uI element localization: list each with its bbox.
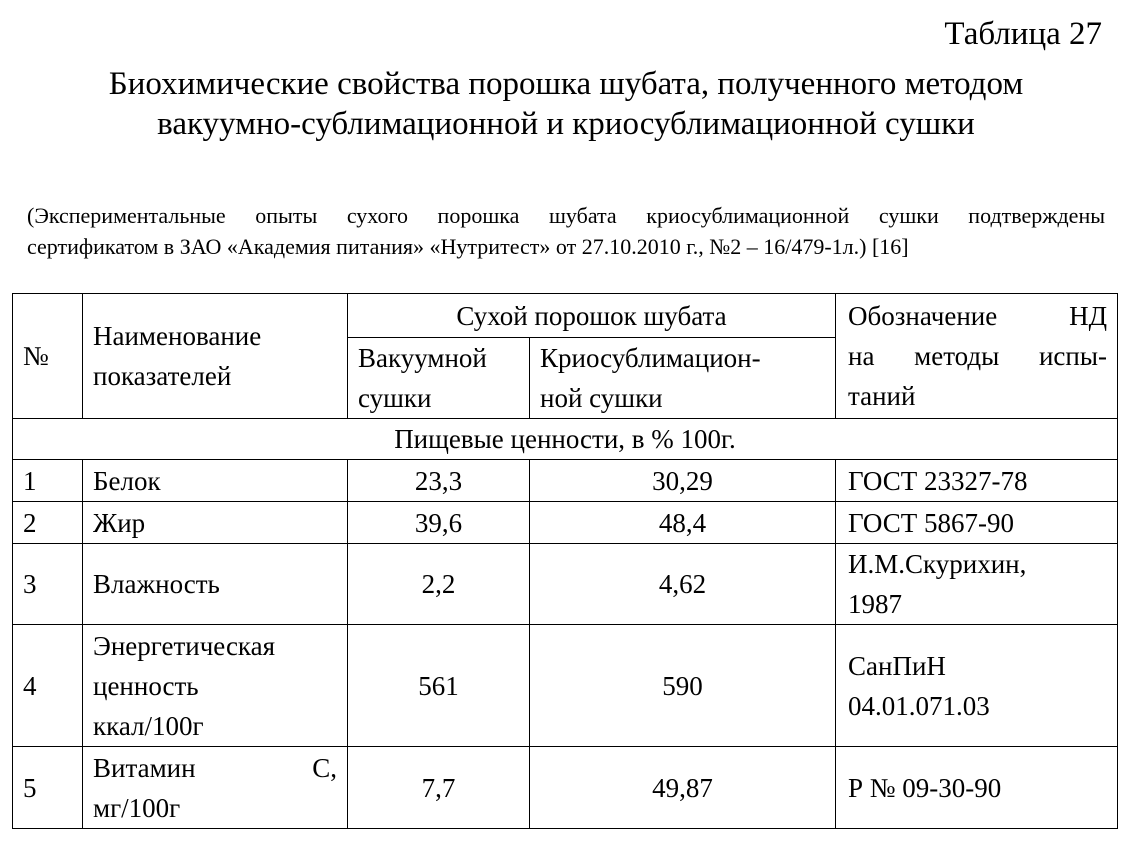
header-test-method <box>836 294 1118 419</box>
row-number: 2 <box>13 502 83 544</box>
row-test-method: ГОСТ 23327-78 <box>836 460 1118 502</box>
header-indicator-name <box>83 294 348 419</box>
header-line: на методы испы- <box>848 341 1107 371</box>
row-number: 5 <box>13 747 83 829</box>
indicator-line: ценность <box>93 670 199 701</box>
table-row <box>13 502 1118 544</box>
row-cryo-value: 49,87 <box>530 747 836 829</box>
row-vacuum-value: 7,7 <box>348 747 530 829</box>
row-number: 3 <box>13 544 83 625</box>
source-note <box>27 200 1105 262</box>
row-vacuum-value: 561 <box>348 625 530 747</box>
row-indicator: Белок <box>83 460 348 502</box>
indicator-line: ккал/100г <box>93 710 204 741</box>
source-note-line: сертификатом в ЗАО «Академия питания» «Нутритест» от 27.10.2010 г., №2 – 16/479-1л.) [16] <box>27 234 909 259</box>
header-cryo-drying <box>530 338 836 419</box>
header-line: Криосублимацион- <box>540 343 761 373</box>
header-line: таний <box>848 381 916 411</box>
method-line: СанПиН <box>848 650 946 681</box>
row-indicator <box>83 747 348 829</box>
row-vacuum-value: 2,2 <box>348 544 530 625</box>
table-number-label: Таблица 27 <box>944 16 1102 52</box>
biochemical-properties-table <box>12 293 1118 829</box>
header-line: Вакуумной <box>358 343 487 373</box>
header-line: Наименование <box>93 321 262 351</box>
row-test-method <box>836 544 1118 625</box>
header-line: показателей <box>93 361 232 391</box>
table-title <box>0 64 1132 144</box>
indicator-line: мг/100г <box>93 792 181 823</box>
header-dry-powder-group: Сухой порошок шубата <box>348 294 836 338</box>
method-line: 1987 <box>848 589 902 619</box>
row-cryo-value: 30,29 <box>530 460 836 502</box>
row-indicator: Жир <box>83 502 348 544</box>
header-line: сушки <box>358 383 432 413</box>
table-row <box>13 544 1118 625</box>
table-header-row <box>13 294 1118 338</box>
table-row <box>13 625 1118 747</box>
row-vacuum-value: 23,3 <box>348 460 530 502</box>
row-number: 1 <box>13 460 83 502</box>
source-note-line: (Экспериментальные опыты сухого порошка шубата криосублимационной сушки подтверждены <box>27 203 1105 228</box>
table-title-line: Биохимические свойства порошка шубата, полученного методом <box>108 66 1024 102</box>
header-vacuum-drying <box>348 338 530 419</box>
indicator-line: Энергетическая <box>93 630 276 661</box>
row-cryo-value: 590 <box>530 625 836 747</box>
section-nutritional-values: Пищевые ценности, в % 100г. <box>13 419 1118 460</box>
row-cryo-value: 48,4 <box>530 502 836 544</box>
row-indicator <box>83 625 348 747</box>
method-line: И.М.Скурихин, <box>848 549 1027 579</box>
row-number: 4 <box>13 625 83 747</box>
header-number: № <box>13 294 83 419</box>
row-indicator: Влажность <box>83 544 348 625</box>
section-row <box>13 419 1118 460</box>
row-cryo-value: 4,62 <box>530 544 836 625</box>
row-vacuum-value: 39,6 <box>348 502 530 544</box>
header-line: ной сушки <box>540 383 663 413</box>
table-row <box>13 747 1118 829</box>
row-test-method: Р № 09-30-90 <box>836 747 1118 829</box>
indicator-line: Витамин С, <box>93 752 337 783</box>
table-title-line: вакуумно-сублимационной и криосублимационной сушки <box>157 106 975 142</box>
table-row <box>13 460 1118 502</box>
row-test-method: ГОСТ 5867-90 <box>836 502 1118 544</box>
row-test-method <box>836 625 1118 747</box>
method-line: 04.01.071.03 <box>848 690 990 721</box>
header-line: Обозначение НД <box>848 301 1107 331</box>
